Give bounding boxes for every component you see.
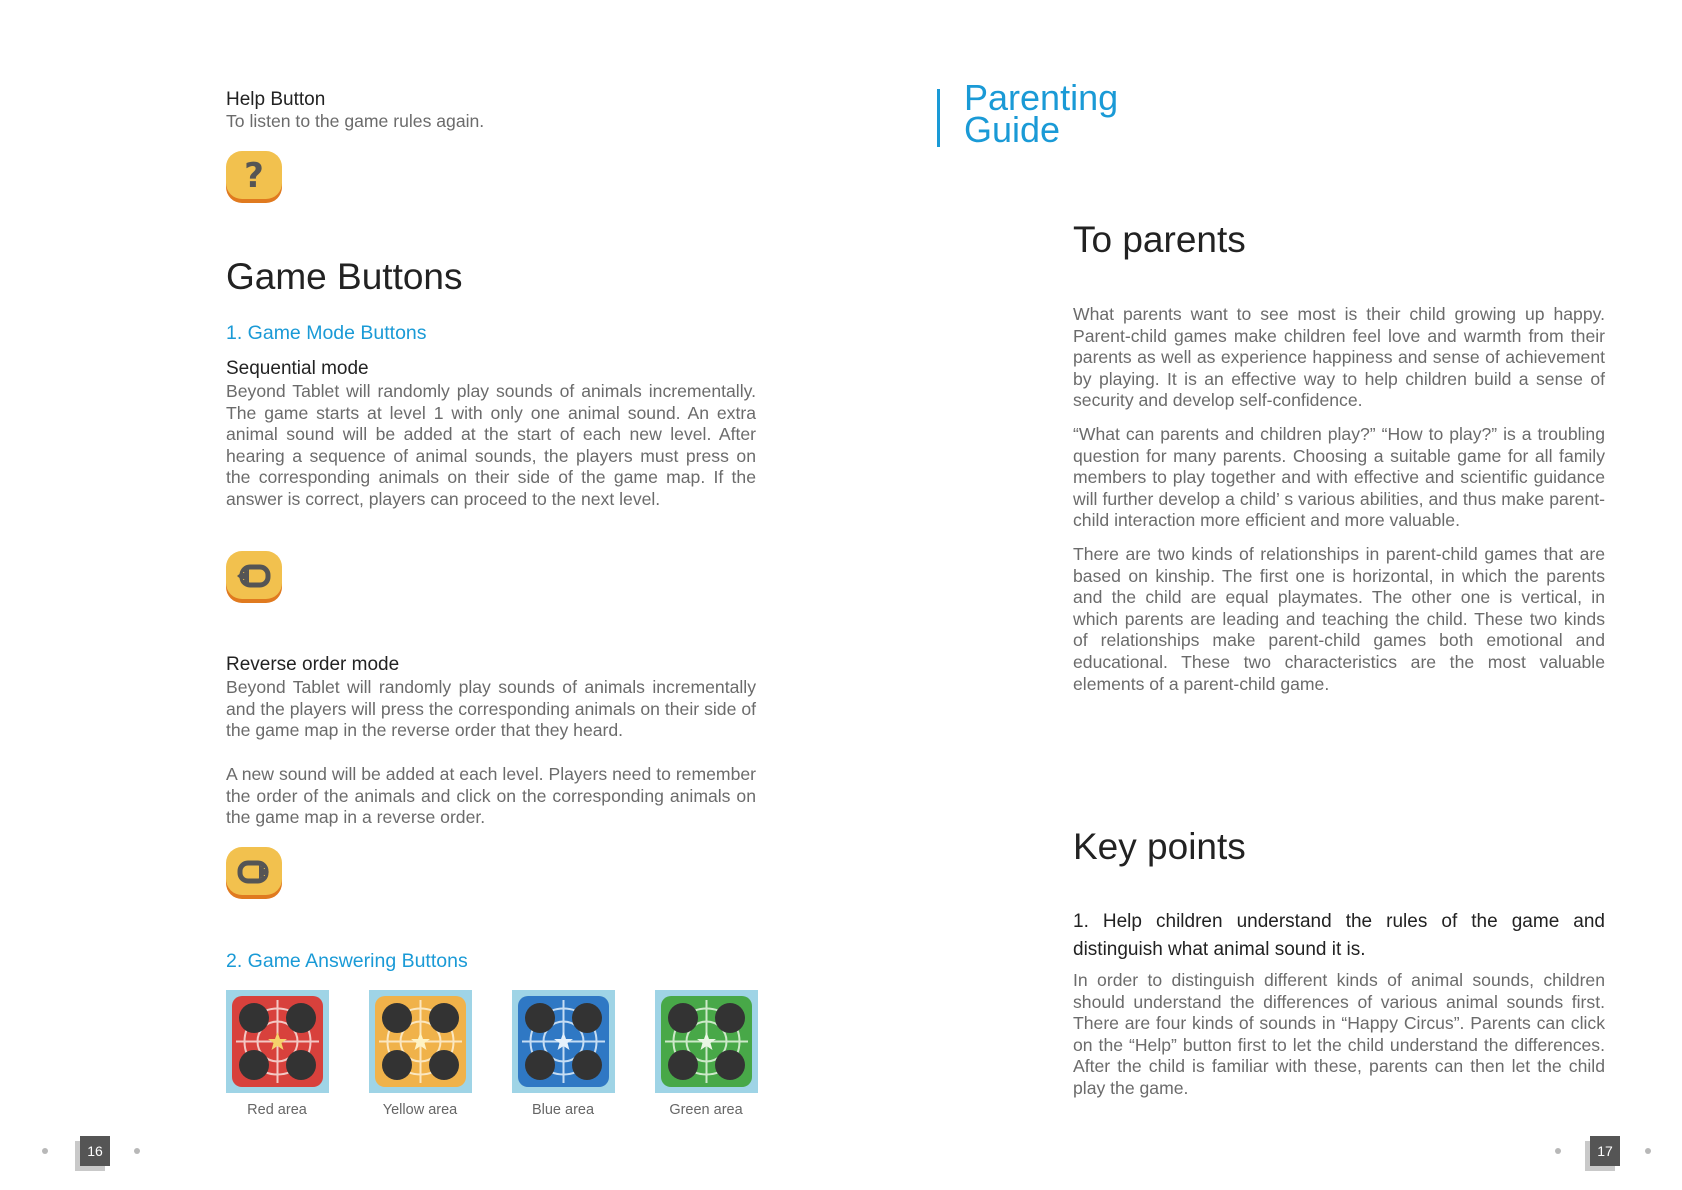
reverse-repeat-icon[interactable] bbox=[225, 846, 283, 900]
help-button-description: To listen to the game rules again. bbox=[226, 111, 485, 131]
area-label-blue: Blue area bbox=[531, 1102, 595, 1118]
parenting-guide-title-line-2: Guide bbox=[964, 109, 1061, 150]
parenting-guide-title-line-1: Parenting bbox=[964, 77, 1119, 118]
page-number-right: 17 bbox=[1590, 1136, 1620, 1166]
footer-dot bbox=[42, 1148, 48, 1154]
yellow-area-map[interactable] bbox=[369, 990, 472, 1093]
area-label-green: Green area bbox=[669, 1102, 743, 1118]
blue-area-map[interactable] bbox=[512, 990, 615, 1093]
reverse-mode-text-1: Beyond Tablet will randomly play sounds of animals incrementally and the players will press the corresponding animals on their side of the game map in the reverse order that they heard. bbox=[226, 677, 756, 741]
page-number-left: 16 bbox=[80, 1136, 110, 1166]
key-point-1-heading: 1. Help children understand the rules of the game and distinguish what animal sound it is. bbox=[1073, 911, 1605, 960]
to-parents-body bbox=[1073, 304, 1605, 707]
footer-dot bbox=[1555, 1148, 1561, 1154]
parenting-guide-title bbox=[964, 77, 1119, 150]
sequential-mode-title: Sequential mode bbox=[226, 358, 369, 379]
reverse-mode-text-2: A new sound will be added at each level. Players need to remember the order of the animals and click on the corresponding animals on the game map in a reverse order. bbox=[226, 764, 756, 828]
to-parents-paragraph-2: “What can parents and children play?” “How to play?” is a troubling question for many parents. Choosing a suitable game for all family members to play together and with effective and scientific guidance will further develop a child’ s various abilities, and thus make parent-child interaction more efficient and more valuable. bbox=[1073, 423, 1605, 531]
guide-title-bar bbox=[937, 89, 940, 147]
answering-buttons-heading: 2. Game Answering Buttons bbox=[226, 950, 468, 972]
sequential-mode-text: Beyond Tablet will randomly play sounds of animals incrementally. The game starts at level 1 with only one animal sound. An extra animal sound will be added at the start of each new level. After hearing a sequence of animal sounds, the players must press on the corresponding animals on their side of the game map. If the answer is correct, players can proceed to the next level. bbox=[226, 381, 756, 509]
area-label-yellow: Yellow area bbox=[382, 1102, 458, 1118]
to-parents-paragraph-1: What parents want to see most is their child growing up happy. Parent-child games make children feel love and warmth from their parents as well as experience happiness and sense of achievement by playing. It is an effective way to help children build a sense of security and develop self-confidence. bbox=[1073, 304, 1605, 411]
game-buttons-title: Game Buttons bbox=[226, 256, 463, 297]
to-parents-title: To parents bbox=[1073, 219, 1246, 260]
help-button-title: Help Button bbox=[226, 89, 326, 110]
help-question-icon[interactable] bbox=[225, 150, 283, 204]
to-parents-paragraph-3: There are two kinds of relationships in parent-child games that are based on kinship. The first one is horizontal, in which the parents and the child are equal playmates. The other one is vertical, in which parents are leading and teaching the child. These two kinds of relationships make parent-child games both emotional and educational. These two characteristics are the most valuable elements of a parent-child game. bbox=[1073, 543, 1605, 694]
svg-text:?: ? bbox=[244, 156, 264, 196]
reverse-mode-title: Reverse order mode bbox=[226, 654, 400, 675]
red-area-map[interactable] bbox=[226, 990, 329, 1093]
sequential-repeat-icon[interactable] bbox=[225, 550, 283, 604]
key-point-1-text: In order to distinguish different kinds of animal sounds, children should understand the differences of various animal sounds first. There are four kinds of sounds in “Happy Circus”. Parents can click on the “Help” button first to let the child understand the differences. After the child is familiar with these, parents can then let the child play the game. bbox=[1073, 970, 1605, 1098]
key-points-title: Key points bbox=[1073, 826, 1246, 867]
game-mode-heading: 1. Game Mode Buttons bbox=[226, 322, 427, 344]
green-area-map[interactable] bbox=[655, 990, 758, 1093]
footer-dot bbox=[1645, 1148, 1651, 1154]
footer-dot bbox=[134, 1148, 140, 1154]
area-label-red: Red area bbox=[247, 1102, 307, 1118]
